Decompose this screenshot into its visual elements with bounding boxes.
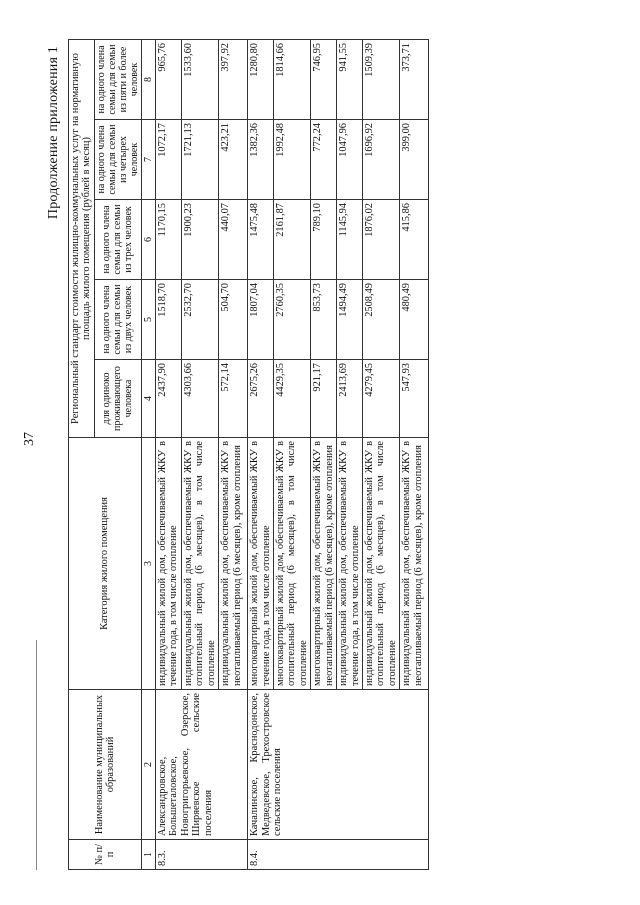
value-cell: 853,73: [311, 280, 337, 360]
value-cell: 415,86: [400, 200, 429, 280]
value-cell: 480,49: [400, 280, 429, 360]
value-cell: 1992,48: [273, 120, 310, 200]
value-cell: 1876,02: [363, 200, 400, 280]
header-name: Наименование муниципальных образований: [69, 690, 142, 840]
value-cell: 1280,80: [248, 40, 274, 120]
value-cell: 1072,17: [155, 120, 181, 200]
value-cell: 1170,15: [155, 200, 181, 280]
value-cell: 1509,39: [363, 40, 400, 120]
section-name: Александровское, Большеталовское, Новогригорьевское, Озерское, Ширяевское сельские поселения: [155, 690, 247, 840]
category-cell: индивидуальный жилой дом, обеспечиваемый ЖКУ в отопительный период (6 месяцев), в том числе отопление: [363, 438, 400, 690]
index-cell: 5: [141, 280, 155, 360]
value-cell: 1382,36: [248, 120, 274, 200]
section-name: Качалинское, Краснодонское, Медведевское, Трехостровское сельские поселения: [248, 690, 429, 840]
column-index-row: [141, 40, 155, 870]
value-cell: 1721,13: [181, 120, 218, 200]
value-cell: 1807,04: [248, 280, 274, 360]
subheader-five: на одного члена семьи для семьи из пяти и более человек: [94, 40, 141, 120]
value-cell: 965,76: [155, 40, 181, 120]
value-cell: 4279,45: [363, 360, 400, 438]
standard-table: [68, 39, 429, 870]
category-cell: индивидуальный жилой дом, обеспечиваемый ЖКУ в течение года, в том числе отопление: [337, 438, 363, 690]
subheader-single: для одиноко проживающего человека: [94, 360, 141, 438]
value-cell: 2760,35: [273, 280, 310, 360]
value-cell: 1696,92: [363, 120, 400, 200]
index-cell: 1: [141, 840, 155, 870]
category-cell: индивидуальный жилой дом, обеспечиваемый ЖКУ в отопительный период (6 месяцев), в том числе отопление: [181, 438, 218, 690]
value-cell: 4429,35: [273, 360, 310, 438]
category-cell: многоквартирный жилой дом, обеспечиваемый ЖКУ в отопительный период (6 месяцев), в том числе отопление: [273, 438, 310, 690]
page-number: 37: [22, 432, 37, 446]
value-cell: 1814,66: [273, 40, 310, 120]
index-cell: 8: [141, 40, 155, 120]
header-category: Категория жилого помещения: [69, 438, 142, 690]
value-cell: 1047,96: [337, 120, 363, 200]
category-cell: многоквартирный жилой дом, обеспечиваемый ЖКУ в неотапливаемый период (6 месяцев), кроме отопления: [311, 438, 337, 690]
index-cell: 3: [141, 438, 155, 690]
value-cell: 1533,60: [181, 40, 218, 120]
index-cell: 2: [141, 690, 155, 840]
value-cell: 547,93: [400, 360, 429, 438]
value-cell: 1145,94: [337, 200, 363, 280]
value-cell: 4303,66: [181, 360, 218, 438]
header-num: № п/п: [69, 840, 142, 870]
value-cell: 572,14: [219, 360, 248, 438]
value-cell: 746,95: [311, 40, 337, 120]
subheader-four: на одного члена семьи для семьи из четырех человек: [94, 120, 141, 200]
category-cell: индивидуальный жилой дом, обеспечиваемый ЖКУ в неотапливаемый период (6 месяцев), кроме отопления: [400, 438, 429, 690]
section-num: 8.3.: [155, 840, 247, 870]
rotated-page-content: [46, 40, 626, 870]
value-cell: 373,71: [400, 40, 429, 120]
value-cell: 397,92: [219, 40, 248, 120]
value-cell: 2508,49: [363, 280, 400, 360]
value-cell: 2675,26: [248, 360, 274, 438]
value-cell: 1518,70: [155, 280, 181, 360]
value-cell: 440,07: [219, 200, 248, 280]
header-row: [69, 40, 95, 870]
table-row: [248, 40, 274, 870]
value-cell: 1475,48: [248, 200, 274, 280]
index-cell: 6: [141, 200, 155, 280]
value-cell: 921,17: [311, 360, 337, 438]
value-cell: 772,24: [311, 120, 337, 200]
subheader-two: на одного члена семьи для семьи из двух человек: [94, 280, 141, 360]
top-rule: [36, 640, 37, 870]
value-cell: 2437,90: [155, 360, 181, 438]
value-cell: 2161,87: [273, 200, 310, 280]
value-cell: 2532,70: [181, 280, 218, 360]
header-standard: Региональный стандарт стоимости жилищно-коммунальных услуг на нормативную площадь жилого помещения (рублей в месяц): [69, 40, 95, 438]
category-cell: индивидуальный жилой дом, обеспечиваемый ЖКУ в течение года, в том числе отопление: [155, 438, 181, 690]
value-cell: 504,70: [219, 280, 248, 360]
index-cell: 7: [141, 120, 155, 200]
category-cell: многоквартирный жилой дом, обеспечиваемый ЖКУ в течение года, в том числе отопление: [248, 438, 274, 690]
subheader-three: на одного члена семьи для семьи из трех человек: [94, 200, 141, 280]
value-cell: 423,21: [219, 120, 248, 200]
category-cell: индивидуальный жилой дом, обеспечиваемый ЖКУ в неотапливаемый период (6 месяцев), кроме отопления: [219, 438, 248, 690]
continuation-label: Продолжение приложения 1: [46, 46, 61, 220]
value-cell: 2413,69: [337, 360, 363, 438]
value-cell: 941,55: [337, 40, 363, 120]
value-cell: 1494,49: [337, 280, 363, 360]
value-cell: 1900,23: [181, 200, 218, 280]
section-num: 8.4.: [248, 840, 429, 870]
value-cell: 789,10: [311, 200, 337, 280]
value-cell: 399,00: [400, 120, 429, 200]
table-row: [155, 40, 181, 870]
index-cell: 4: [141, 360, 155, 438]
